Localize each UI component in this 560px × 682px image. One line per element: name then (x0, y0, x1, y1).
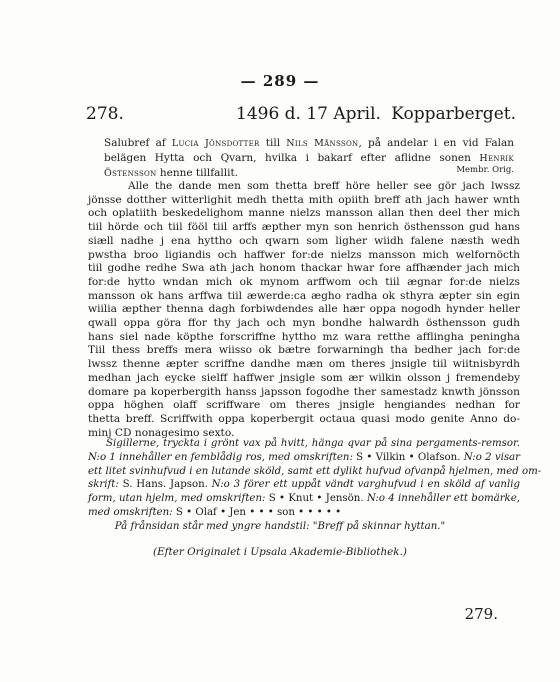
text-line: thetta breff. Scriffwith oppa koperbergit octaua quasi modo genite Anno do- (88, 412, 520, 425)
text-line: och oplatiith beskedelighom manne nielzs mansson allan then deel ther mich (88, 207, 520, 220)
seal-description (88, 437, 542, 520)
next-page-catchword: 279. (464, 605, 498, 623)
text-line: pwstha broo ligiandis och haffwer for:de nielzs mansson mich welfornöcth (88, 248, 520, 261)
seal-inscription: S • Knut • Jensön. (268, 493, 364, 505)
document-heading (86, 104, 516, 126)
text-line: jönsse dotther witterlighit medh thetta mith opiith breff ath jach hawer wnth (88, 193, 520, 206)
seal-line (88, 478, 520, 492)
text-line: oppa höghen olaff scriffware om theres jnsigle hengiandes nedhan for (88, 399, 520, 412)
page-number: — 289 — (240, 72, 320, 90)
text-line: wiilia æpther thenna dagh forbiwdendes alle hær oppa nogodh hynder heller (88, 303, 520, 316)
summary-text: henne tillfallit. (159, 167, 238, 179)
summary-name: Henrik Östensson (104, 153, 514, 179)
seal-text: N:o 1 innehåller en femblådig ros, med omskriften: (88, 451, 357, 463)
text-line: tiil hörde och tiil fööl tiil arffs æpther myn son henrich östhensson gud hans (88, 221, 520, 234)
document-number: 278. (86, 104, 124, 124)
seal-text: N:o 4 innehåller ett bomärke, (363, 493, 520, 505)
text-line: medhan jach eycke sielff haffwer jnsigle som ær wilkin olsson j fremendeby (88, 371, 520, 384)
text-line: for:de hytto wndan mich ok mynom arffwom och tiil ægnar for:de nielzs (88, 275, 520, 288)
summary-text: , på andelar i en vid Falan belägen Hytta och Qvarn, hvilka i bakarf efter aflidne sonen (104, 137, 514, 164)
seal-text: med omskriften: (88, 506, 176, 518)
text-line: Alle the dande men som thetta breff höre heller see gör jach lwssz (128, 180, 520, 192)
document-place: Kopparberget. (391, 104, 516, 124)
seal-text: Sigillerne, tryckta i grönt vax på hvitt, hänga qvar på sina pergaments-remsor. (106, 438, 520, 449)
source-note: Membr. Orig. (456, 165, 514, 175)
text-line: domare pa koperbergith hanss japsson fogodhe ther samestadz knwth jönsson (88, 385, 520, 398)
seal-text: ett litet svinhufvud i en lutande sköld, samt ett dylikt hufvud ofvanpå hjelmen, med om- (88, 465, 542, 477)
text-line: lwssz thenne æpter scriffne dandhe mæn om theres jnsigle tiil wiitnisbyrdh (88, 358, 520, 371)
verso-note: På frånsidan står med yngre handstil: "Breff på skinnar hyttan." (114, 521, 446, 532)
seal-text: form, utan hjelm, med omskriften: (88, 493, 269, 505)
seal-line (88, 506, 520, 520)
summary-name: Nils Månsson (286, 138, 359, 149)
source-reference: (Efter Originalet i Upsala Akademie-Bibliothek.) (153, 546, 407, 558)
document-date: 1496 d. 17 April. (236, 104, 381, 124)
text-line: mansson ok hans arffwa tiil æwerde:ca ægho radha ok sthyra æpter sin egin (88, 289, 520, 302)
text-line: Tiil thess breffs mera wiisso ok bætre forwarningh tha bedher jach for:de (88, 344, 520, 357)
seal-line (88, 451, 520, 465)
charter-text (88, 180, 520, 440)
text-line: siæll nadhe j ena hyttho och qwarn som ligher wiidh falene næsth wedh (88, 234, 520, 247)
text-line: minj CD nonagesimo sexto. (88, 426, 235, 439)
text-line: tiil godhe redhe Swa ath jach honom thackar hwar fore affhænder jach mich (88, 262, 520, 275)
seal-text: N:o 3 förer ett uppåt vändt varghufvud i en sköld af vanlig (207, 479, 521, 491)
document-summary (104, 136, 514, 181)
text-line: qwall oppa göra ffor thy jach och myn bondhe halwardh östhensson gudh (88, 317, 520, 330)
seal-text: skrift: (88, 479, 123, 491)
seal-line (88, 437, 520, 451)
seal-text: N:o 2 visar (460, 451, 521, 463)
seal-line (88, 465, 542, 479)
summary-text: till (265, 137, 281, 149)
seal-inscription: S • Vilkin • Olafson. (356, 451, 461, 463)
text-line: hans siel nade köpthe forscriffne hyttho mz wara retthe afflingha peningha (88, 330, 520, 343)
seal-inscription: S • Olaf • Jen • • • son • • • • • (175, 506, 342, 518)
summary-text: Salubref af (104, 137, 166, 149)
seal-line (88, 492, 520, 506)
summary-name: Lucia Jönsdotter (171, 138, 260, 149)
seal-inscription: S. Hans. Japson. (122, 479, 208, 491)
